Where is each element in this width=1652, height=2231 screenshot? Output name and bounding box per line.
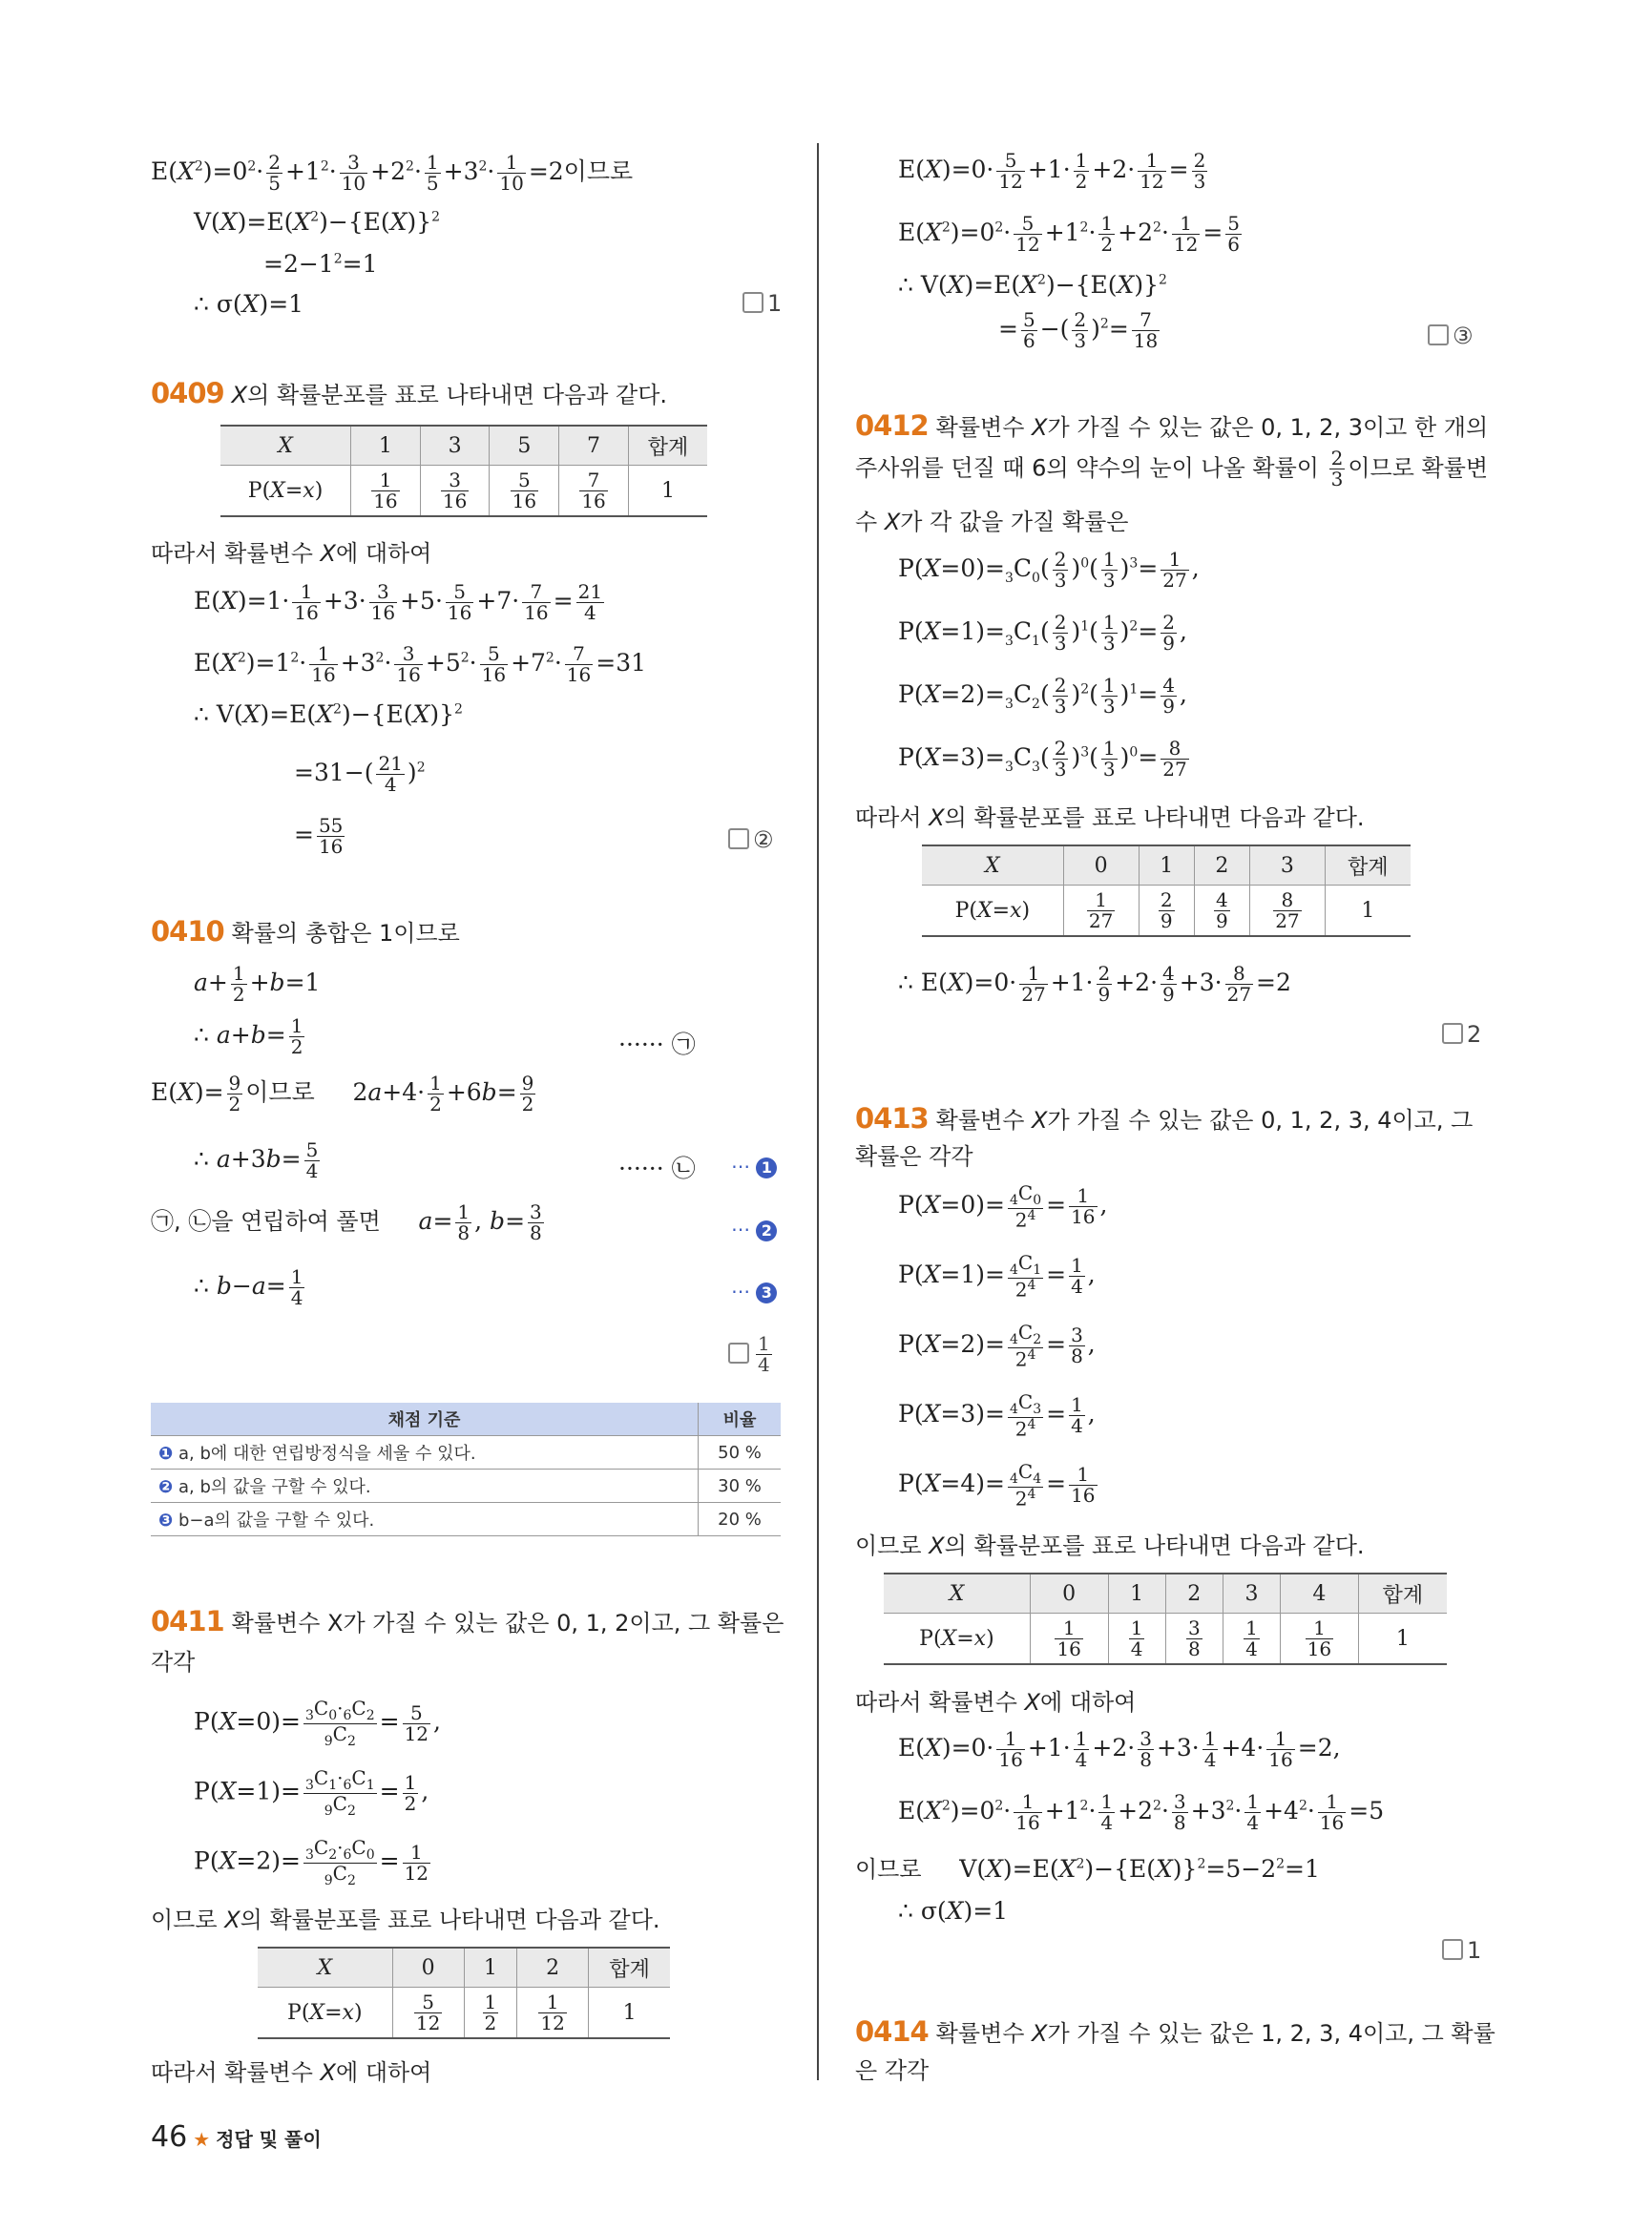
- answer-0413: 1: [1442, 1939, 1481, 1962]
- eq-0409-ex: E(X)=1· $\frac{1}{16}$ +3· $\frac{3}{16}$ +5· $\frac{5}{16}$ +7· $\frac{7}{16}$ = $\frac{21}{4}$: [194, 580, 603, 624]
- text-0411-c: 따라서 확률변수 X에 대하여: [151, 2059, 432, 2086]
- step-3: ⋯ 3: [731, 1282, 777, 1303]
- step-1: ⋯ 1: [731, 1157, 777, 1178]
- eq-0413-p0: P(X=0)= $\frac{_4C_0}{2^4}$ = $\frac{1}{16}$ ,: [898, 1181, 1108, 1232]
- eq-0411-p0: P(X=0)= $\frac{_3C_0\cdot_6C_2}{_9C_2}$ = $\frac{5}{12}$ ,: [194, 1697, 441, 1749]
- eq-0412-p3: $P(X=3)=_3C_3$( $\frac{2}{3}$ )$^3$( $\frac{1}{3}$ )$^0$= $\frac{8}{27}$: [898, 737, 1187, 781]
- eq-0413-p2: P(X=2)= $\frac{_4C_2}{2^4}$ = $\frac{3}{8}$ ,: [898, 1321, 1096, 1371]
- eq-r-ex: E(X)=0· $\frac{5}{12}$ +1· $\frac{1}{2}$ +2· $\frac{1}{12}$ = $\frac{2}{3}$: [898, 149, 1206, 193]
- text-0413-a: 확률은 각각: [855, 1143, 973, 1170]
- page-number: 46: [151, 2120, 188, 2154]
- marker-2: ······ ㉡: [618, 1155, 696, 1182]
- eq-var: $V(X)=E(X^2)-\{E(X)\}^2$: [194, 208, 441, 236]
- eq-0411-p2: P(X=2)= $\frac{_3C_2\cdot_6C_0}{_9C_2}$ = $\frac{1}{12}$: [194, 1836, 429, 1888]
- eq-0410-ba: ∴ b−a= $\frac{1}{4}$: [194, 1265, 303, 1309]
- text-0411-b: 이므로 X의 확률분포를 표로 나타내면 다음과 같다.: [151, 1907, 660, 1933]
- text-0412-c: 따라서 X의 확률분포를 표로 나타내면 다음과 같다.: [855, 804, 1365, 831]
- answer-0409: ②: [728, 828, 774, 851]
- eq-0413-ex2: $E(X^2)=0^2\cdot$ $\frac{1}{16}$ $+1^2\cdot$ $\frac{1}{4}$ $+2^2\cdot$ $\frac{3}{8}$ $+3^2\cdot$ $\frac{1}{4}$ $+4^2\cdot$ $\frac{1}{16}$ =5: [898, 1790, 1385, 1834]
- text-0413-c: 따라서 확률변수 X에 대하여: [855, 1689, 1137, 1716]
- problem-0414: 0414 확률변수 X가 가질 수 있는 값은 1, 2, 3, 4이고, 그 확률: [855, 2015, 1495, 2048]
- eq-0412-ex: ∴ E(X)=0· $\frac{1}{27}$ +1· $\frac{2}{9}$ +2· $\frac{4}{9}$ +3· $\frac{8}{27}$ =2: [898, 962, 1291, 1006]
- text-0414-a: 은 각각: [855, 2057, 930, 2084]
- problem-0411: 0411 확률변수 X가 가질 수 있는 값은 0, 1, 2이고, 그 확률은: [151, 1605, 784, 1637]
- eq-0410-ab: ∴ a+b= $\frac{1}{2}$: [194, 1014, 303, 1058]
- eq-0410-a3b: ∴ a+3b= $\frac{5}{4}$: [194, 1138, 319, 1182]
- problem-0413: 0413 확률변수 X가 가질 수 있는 값은 0, 1, 2, 3, 4이고, 그: [855, 1102, 1474, 1135]
- eq-0412-p0: $P(X=0)=_3C_0$( $\frac{2}{3}$ )$^0$( $\frac{1}{3}$ )$^3$= $\frac{1}{27}$ ,: [898, 548, 1200, 592]
- problem-0412: 0412 확률변수 X가 가질 수 있는 값은 0, 1, 2, 3이고 한 개의: [855, 409, 1489, 442]
- text-0411-a: 각각: [151, 1649, 196, 1676]
- eq-0412-p2: $P(X=2)=_3C_2$( $\frac{2}{3}$ )$^2$( $\frac{1}{3}$ )$^1$= $\frac{4}{9}$ ,: [898, 674, 1187, 718]
- eq-0410-ex: E(X)= $\frac{9}{2}$ 이므로 2a+4· $\frac{1}{2}$ +6b= $\frac{9}{2}$: [151, 1072, 534, 1116]
- eq-0410-sum: a+ $\frac{1}{2}$ +b=1: [194, 962, 321, 1006]
- text-0412-b: 수 X가 각 값을 가질 확률은: [855, 509, 1129, 535]
- answer-0410: $\frac{1}{4}$: [728, 1334, 775, 1375]
- eq-0409-var3: = $\frac{55}{16}$: [294, 814, 344, 858]
- eq-0413-p3: P(X=3)= $\frac{_4C_3}{2^4}$ = $\frac{1}{4}$ ,: [898, 1390, 1096, 1441]
- eq-0413-p4: P(X=4)= $\frac{_4C_4}{2^4}$ = $\frac{1}{16}$: [898, 1460, 1096, 1511]
- eq-0413-var: 이므로 $V(X)=E(X^2)-\{E(X)\}^2=5-2^2=1$: [855, 1855, 1320, 1883]
- eq-0409-var2: =31−( $\frac{21}{4}$ )$^2$: [294, 752, 426, 796]
- eq-var2: $=2-1^2=1$: [263, 250, 378, 278]
- eq-r-var2: = $\frac{5}{6}$ −( $\frac{2}{3}$ )$^2$= $\frac{7}{18}$: [998, 308, 1159, 352]
- eq-r-var: ∴ $V(X)=E(X^2)-\{E(X)\}^2$: [898, 271, 1167, 299]
- eq-0410-solve: ㉠, ㉡을 연립하여 풀면 a= $\frac{1}{8}$ , b= $\frac{3}{8}$: [151, 1200, 542, 1244]
- eq-r-ex2: $E(X^2)=0^2\cdot$ $\frac{5}{12}$ $+1^2\cdot$ $\frac{1}{2}$ $+2^2\cdot$ $\frac{1}{12}$ = $\frac{5}{6}$: [898, 212, 1241, 256]
- eq-0413-ex: E(X)=0· $\frac{1}{16}$ +1· $\frac{1}{4}$ +2· $\frac{3}{8}$ +3· $\frac{1}{4}$ +4· $\frac{1}{16}$ =2,: [898, 1727, 1341, 1771]
- eq-0413-sigma: ∴ σ(X)=1: [898, 1897, 1009, 1925]
- problem-0410: 0410 확률의 총합은 1이므로: [151, 915, 460, 948]
- eq-ex2: $E(X^2)=0^2\cdot$ $\frac{2}{5}$ $+1^2\cdot$ $\frac{3}{10}$ $+2^2\cdot$ $\frac{1}{5}$ $+3^2\cdot$ $\frac{1}{10}$ =2이므로: [151, 151, 634, 195]
- problem-0409: 0409 X의 확률분포를 표로 나타내면 다음과 같다.: [151, 377, 668, 409]
- eq-0409-var: ∴ $V(X)=E(X^2)-\{E(X)\}^2$: [194, 700, 463, 728]
- eq-0411-p1: P(X=1)= $\frac{_3C_1\cdot_6C_1}{_9C_2}$ = $\frac{1}{2}$ ,: [194, 1766, 429, 1819]
- eq-0413-p1: P(X=1)= $\frac{_4C_1}{2^4}$ = $\frac{1}{4}$ ,: [898, 1251, 1096, 1302]
- table-0412: X 0 1 2 3 합계 P(X=x) $\frac{1}{27}$ $\frac{2}{9}$ $\frac{4}{9}$ $\frac{8}{27}$ 1: [922, 844, 1411, 937]
- marker-1: ······ ㉠: [618, 1031, 696, 1058]
- answer-0408: 1: [742, 292, 782, 315]
- text-0409: 따라서 확률변수 X에 대하여: [151, 540, 432, 567]
- step-2: ⋯ 2: [731, 1220, 777, 1241]
- star-icon: ★: [193, 2128, 211, 2151]
- eq-sigma: ∴ σ(X)=1: [194, 290, 304, 318]
- table-0409: X 1 3 5 7 합계 P(X=x) $\frac{1}{16}$ $\frac{3}{16}$ $\frac{5}{16}$ $\frac{7}{16}$ 1: [220, 425, 707, 517]
- text-0413-b: 이므로 X의 확률분포를 표로 나타내면 다음과 같다.: [855, 1533, 1365, 1559]
- footer-label: 정답 및 풀이: [216, 2128, 322, 2151]
- grading-table: 채점 기준 비율 ❶ a, b에 대한 연립방정식을 세울 수 있다. 50 % ❷ a, b의 값을 구할 수 있다. 30 % ❸ b−a의 값을 구할 수 있다. 20 %: [151, 1403, 781, 1536]
- answer-0411: ③: [1428, 324, 1474, 347]
- eq-0409-ex2: $E(X^2)=1^2\cdot$ $\frac{1}{16}$ $+3^2\cdot$ $\frac{3}{16}$ $+5^2\cdot$ $\frac{5}{16}$ $+7^2\cdot$ $\frac{7}{16}$ =31: [194, 642, 647, 686]
- text-0412-a: 주사위를 던질 때 6의 약수의 눈이 나올 확률이 $\frac{2}{3}$ 이므로 확률변: [855, 447, 1489, 490]
- eq-0412-p1: $P(X=1)=_3C_1$( $\frac{2}{3}$ )$^1$( $\frac{1}{3}$ )$^2$= $\frac{2}{9}$ ,: [898, 611, 1187, 655]
- page-footer: [151, 2120, 322, 2154]
- table-0413: X 0 1 2 3 4 합계 P(X=x) $\frac{1}{16}$ $\frac{1}{4}$ $\frac{3}{8}$ $\frac{1}{4}$ $\frac{1}{16}$ 1: [884, 1573, 1447, 1665]
- answer-0412: 2: [1442, 1023, 1481, 1046]
- table-0411: X 0 1 2 합계 P(X=x) $\frac{5}{12}$ $\frac{1}{2}$ $\frac{1}{12}$ 1: [258, 1947, 670, 2039]
- column-divider: [817, 143, 819, 2080]
